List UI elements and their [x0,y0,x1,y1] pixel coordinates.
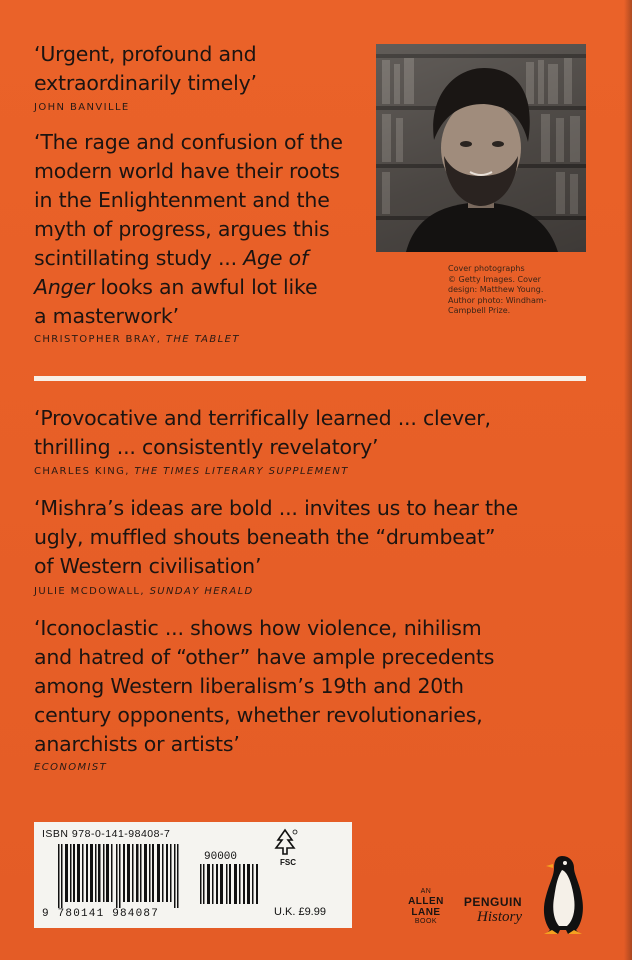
quote-banville: ‘Urgent, profound and extraordinarily timely’ [34,42,257,95]
barcode-digits: 9 780141 984087 [42,908,160,920]
quote-mcdowall: ‘Mishra’s ideas are bold ... invites us to hear the ugly, muffled shouts beneath the “drumbeat” of Western civilisation’ [34,496,519,578]
price-barcode [200,864,262,904]
quote-bray: ‘The rage and confusion of the modern world have their roots in the Enlightenment and the myth of progress, argues this scintillating study ... Age of Anger looks an awful lot like a masterwork’ [34,130,343,328]
isbn-barcode [58,844,188,908]
section-divider [34,376,586,381]
barcode-panel [34,822,352,928]
isbn-number: ISBN 978-0-141-98408-7 [42,828,171,840]
penguin-history-imprint: PENGUIN History [463,895,522,925]
quote-attribution: JULIE MCDOWALL, SUNDAY HERALD [34,586,254,597]
cover-credits: Cover photographs © Getty Images. Cover design: Matthew Young. Author photo: Windham- Campbell Prize. [448,264,547,315]
penguin-logo-icon [540,854,588,936]
quote-attribution: CHRISTOPHER BRAY, THE TABLET [34,334,240,345]
quote-attribution: CHARLES KING, THE TIMES LITERARY SUPPLEMENT [34,466,349,477]
fsc-label: FSC [280,858,296,867]
quote-king: ‘Provocative and terrifically learned ... clever, thrilling ... consistently revelatory’ [34,406,491,459]
price-code: 90000 [204,851,238,863]
spine-shadow [624,0,632,960]
quote-attribution: ECONOMIST [34,762,108,773]
quote-attribution: JOHN BANVILLE [34,102,130,113]
price: U.K. £9.99 [274,906,326,918]
author-portrait-image [376,44,586,252]
fsc-tree-icon [272,828,298,858]
allen-lane-imprint: AN ALLEN LANE BOOK [408,888,444,925]
quote-economist: ‘Iconoclastic ... shows how violence, nihilism and hatred of “other” have ample precedents among Western liberalism’s 19th and 20th century opponents, whether revolutionaries, anarchists or artists’ [34,616,495,756]
author-photo [376,44,586,252]
